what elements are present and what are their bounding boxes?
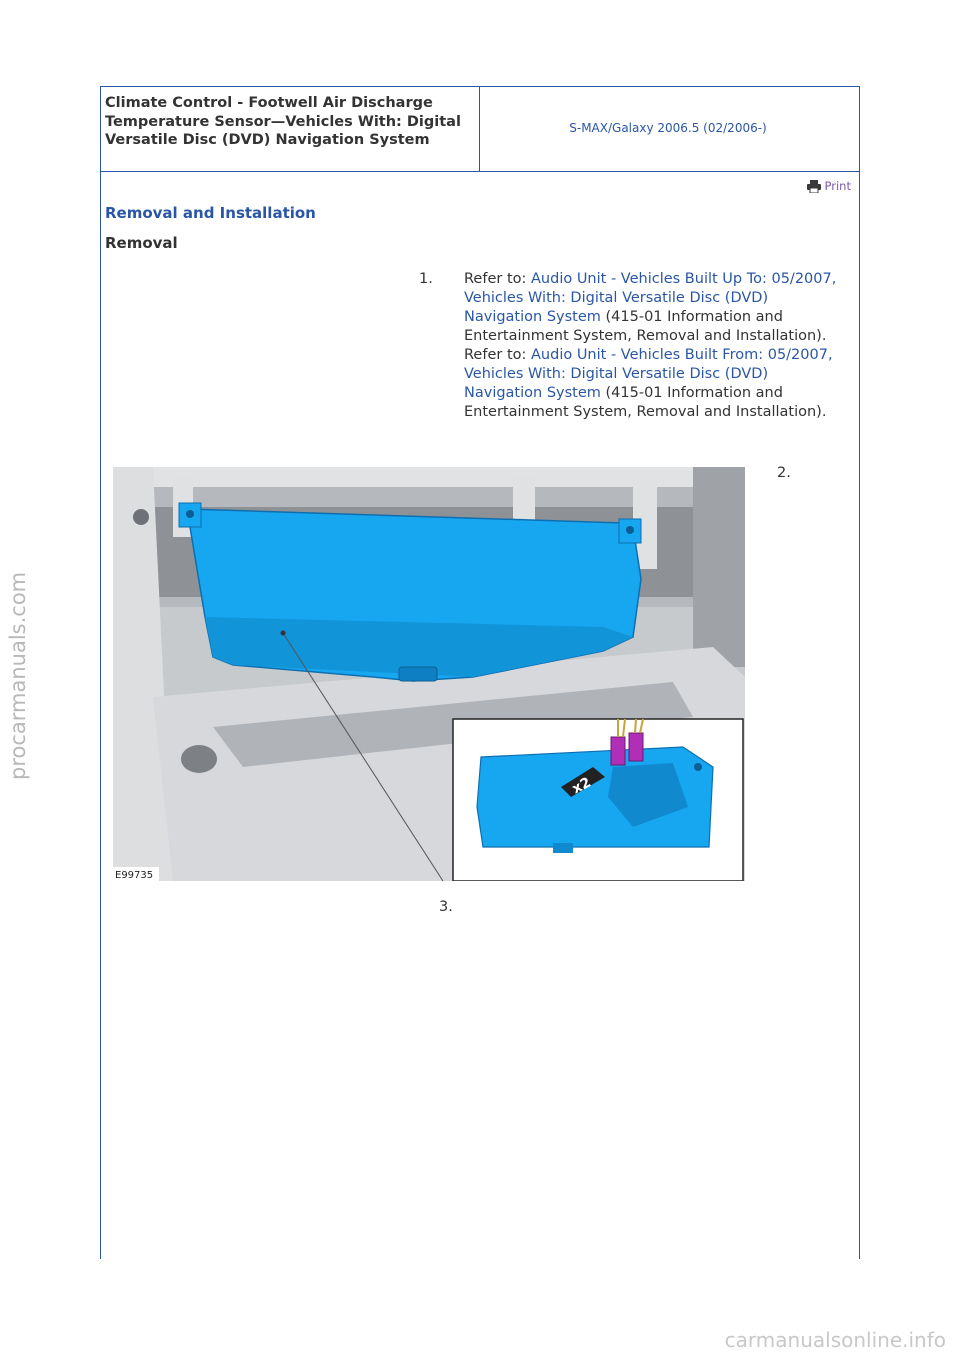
- figure-label: E99735: [115, 870, 154, 881]
- refer-to-text: Refer to:: [464, 271, 531, 287]
- procedure-illustration: [113, 467, 745, 881]
- reference-suffix: (415-01 Information and Entertainment System, Removal and Installation).: [464, 385, 827, 420]
- audio-unit-from-link[interactable]: Audio Unit - Vehicles Built From: 05/2007, Vehicles With: Digital Versatile Disc (DVD) Navigation System: [464, 347, 833, 401]
- document-header: [101, 87, 859, 172]
- section-title: Removal and Installation: [105, 204, 316, 222]
- print-label: Print: [824, 179, 851, 193]
- side-watermark: procarmanuals.com: [6, 571, 30, 780]
- step-3-number: 3.: [439, 899, 453, 915]
- refer-to-text: Refer to:: [464, 347, 531, 363]
- step-2-number: 2.: [777, 465, 791, 481]
- reference-suffix: (415-01 Information and Entertainment System, Removal and Installation).: [464, 309, 827, 344]
- printer-icon: [807, 180, 821, 193]
- vehicle-model: S-MAX/Galaxy 2006.5 (02/2006-): [569, 121, 767, 135]
- page-title: Climate Control - Footwell Air Discharge Temperature Sensor—Vehicles With: Digital Versatile Disc (DVD) Navigation System: [105, 95, 461, 148]
- callout-x2: x2: [569, 774, 594, 798]
- bottom-watermark: carmanualsonline.info: [724, 1328, 946, 1352]
- subsection-title: Removal: [105, 234, 178, 252]
- audio-unit-up-to-link[interactable]: Audio Unit - Vehicles Built Up To: 05/2007, Vehicles With: Digital Versatile Disc (DVD) Navigation System: [464, 271, 837, 325]
- step-body: [464, 270, 844, 422]
- illustration-svg: [113, 467, 745, 881]
- step-number: 1.: [419, 271, 433, 287]
- document-frame: [100, 86, 860, 1259]
- header-title-cell: [101, 87, 480, 171]
- print-button[interactable]: [807, 179, 851, 193]
